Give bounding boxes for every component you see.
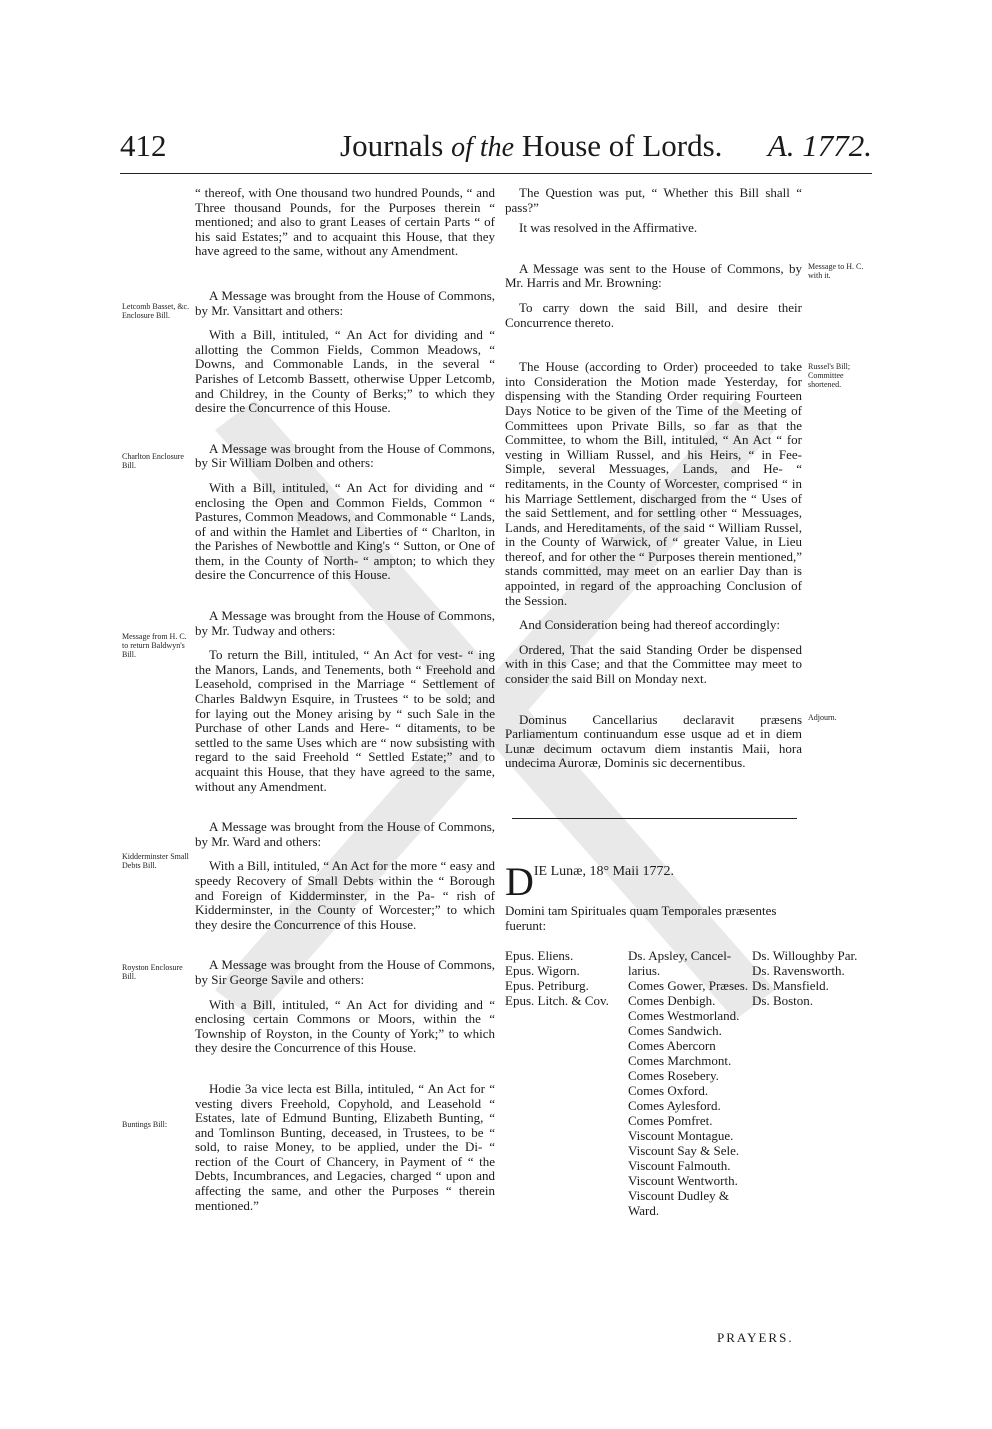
paragraph-letcomb-message: A Message was brought from the House of Commons, by Mr. Vansittart and others: — [195, 287, 495, 318]
paragraph-carry-down: To carry down the said Bill, and desire their Concurrence thereto. — [505, 299, 802, 330]
paragraph-kidderminster-message: A Message was brought from the House of Commons, by Mr. Ward and others: — [195, 819, 495, 849]
margin-note-charlton: Charlton Enclosure Bill. — [122, 452, 184, 470]
journal-title: Journals of the House of Lords. — [340, 128, 723, 163]
attendance-entry: Ward. — [628, 1203, 660, 1218]
attendance-entry: Comes Denbigh. — [628, 993, 716, 1008]
paragraph-charlton-bill: With a Bill, intituled, “ An Act for dividing and “ enclosing the Open and Common Fields, Common “ Pastures, Common Meadows, and Commonable “ Lands, of and within the Hamlet and Liberties of “ Charlton, in the Parishes of Newbottle and King's “ Sutton, or One of them, in the County of North- “ ampton; to which they desire the Concurrence of this House. — [195, 479, 495, 583]
margin-note-buntings: Buntings Bill: — [122, 1120, 168, 1129]
attendance-entry: Viscount Montague. — [628, 1128, 734, 1143]
attendance-entry: Comes Westmorland. — [628, 1008, 740, 1023]
day-heading: DIE Lunæ, 18° Maii 1772. — [505, 859, 675, 904]
attendance-entry: Ds. Boston. — [752, 993, 814, 1008]
attendance-peers — [628, 948, 748, 1218]
paragraph-kidderminster-bill: With a Bill, intituled, “ An Act for the more “ easy and speedy Recovery of Small Debts within the “ Borough and Foreign of Kidderminster, in the Pa- “ rish of Kidderminster, in the County of Worcester;” to which they desire the Concurrence of this House. — [195, 858, 495, 932]
paragraph-resolved: It was resolved in the Affirmative. — [519, 220, 698, 236]
attendance-barons — [752, 948, 857, 1008]
year-label: A. 1772. — [767, 128, 872, 163]
attendance-entry: Viscount Say & Sele. — [628, 1143, 740, 1158]
paragraph-dominus: Dominus Cancellarius declaravit præsens Parliamentum continuandum esse usque ad et in diem Lunæ decimum octavum diem instantis Maii, hora undecima Auroræ, Dominis sic decernentibus. — [505, 711, 802, 771]
paragraph-royston-message: A Message was brought from the House of Commons, by Sir George Savile and others: — [195, 957, 495, 987]
margin-note-baldwyn: Message from H. C. to return Baldwyn's Bill. — [122, 632, 187, 659]
page-number: 412 — [120, 128, 167, 163]
attendance-entry: Comes Marchmont. — [628, 1053, 732, 1068]
margin-note-letcomb: Letcomb Basset, &c. Enclosure Bill. — [122, 302, 190, 320]
attendance-entry: Comes Pomfret. — [628, 1113, 713, 1128]
attendance-entry: Comes Abercorn — [628, 1038, 716, 1053]
drop-cap: D — [505, 859, 534, 904]
attendance-entry: Epus. Litch. & Cov. — [505, 993, 609, 1008]
left-column — [195, 186, 495, 1213]
margin-note-russel: Russel's Bill; Committee shortened. — [808, 362, 851, 389]
attendance-entry: Ds. Willoughby Par. — [752, 948, 858, 963]
domini-heading: Domini tam Spirituales quam Temporales præsentes fuerunt: — [505, 903, 777, 933]
attendance-bishops — [505, 948, 609, 1008]
margin-note-adjourn: Adjourn. — [808, 713, 837, 722]
attendance-entry: Ds. Apsley, Cancel- — [628, 948, 732, 963]
attendance-entry: larius. — [628, 963, 661, 978]
attendance-entry: Viscount Falmouth. — [628, 1158, 731, 1173]
paragraph-question: The Question was put, “ Whether this Bill shall “ pass?” — [505, 185, 802, 215]
paragraph-royston-bill: With a Bill, intituled, “ An Act for dividing and “ enclosing certain Commons or Moors, within the “ Township of Royston, in the County of York;” to which they desire the Concurrence of this House. — [195, 996, 495, 1056]
catchword: PRAYERS. — [717, 1330, 794, 1345]
paragraph-continuation: “ thereof, with One thousand two hundred Pounds, “ and Three thousand Pounds, for the Purposes therein “ mentioned; and also to grant Leases of certain Parts “ of his said Estates;” and to acquaint this House, that they have agreed to the same, without any Amendment. — [195, 185, 495, 259]
attendance-entry: Epus. Petriburg. — [505, 978, 589, 993]
paragraph-ordered: Ordered, That the said Standing Order be dispensed with in this Case; and that the Committee may meet to consider the said Bill on Monday next. — [505, 641, 802, 687]
margin-note-royston: Royston Enclosure Bill. — [122, 963, 183, 981]
attendance-entry: Epus. Wigorn. — [505, 963, 580, 978]
paragraph-russel: The House (according to Order) proceeded to take into Consideration the Motion made Yesterday, for dispensing with the Standing Order requiring Fourteen Days Notice to be given of the Time of the Meeting of Committees upon Private Bills, so far as that the Committee, to whom the Bill, intituled, “ An Act “ for vesting in William Russel, and his Heirs, “ in Fee-Simple, several Messuages, Lands, and He- “ reditaments, in the County of Worcester, comprised “ in his Marriage Settlement, discharged from the “ Uses of the said Settlement, and for settling other “ Messuages, Lands, and Hereditaments, of the said “ William Russel, in the County of Warwick, of “ greater Value, in Lieu thereof, and for other the “ Purposes therein mentioned,” stands committed, may meet on an earlier Day than is appointed, in regard of the approaching Conclusion of the Session. — [505, 359, 802, 608]
attendance-entry: Viscount Dudley & — [628, 1188, 730, 1203]
section-rule — [512, 818, 797, 819]
header-rule — [120, 173, 872, 174]
attendance-entry: Viscount Wentworth. — [628, 1173, 738, 1188]
margin-note-kidderminster: Kidderminster Small Debts Bill. — [122, 852, 189, 870]
attendance-entry: Ds. Ravensworth. — [752, 963, 845, 978]
attendance-entry: Comes Gower, Præses. — [628, 978, 749, 993]
attendance-entry: Comes Oxford. — [628, 1083, 709, 1098]
attendance-entry: Comes Sandwich. — [628, 1023, 722, 1038]
paragraph-buntings-bill: Hodie 3a vice lecta est Billa, intituled, “ An Act for “ vesting divers Freehold, Copyhold, and Leasehold “ Estates, late of Edmund Bunting, Elizabeth Bunting, “ and Tomlinson Bunting, deceased, in Trustees, to be “ sold, to raise Money, to be applied, under the Di- “ rection of the Court of Chancery, in Payment of “ the Debts, Incumbrances, and Legacies, charged “ upon and affecting the same, and other the Purposes “ therein mentioned.” — [195, 1080, 495, 1213]
paragraph-baldwyn-bill: To return the Bill, intituled, “ An Act for vest- “ ing the Manors, Lands, and Tenements, both “ Freehold and Leasehold, comprised in the Marriage “ Settlement of Charles Baldwyn Esquire, in Trustees “ to be sold; and for laying out the Money arising by “ such Sale in the Purchase of other Lands and Here- “ ditaments, to be settled to the same Uses which are “ now subsisting with regard to the said Freehold “ Settled Estate;” and to acquaint this House, that they have agreed to the same, without any Amendment. — [195, 647, 495, 794]
attendance-entry: Ds. Mansfield. — [752, 978, 829, 993]
page-header — [120, 128, 872, 168]
paragraph-charlton-message: A Message was brought from the House of Commons, by Sir William Dolben and others: — [195, 440, 495, 471]
paragraph-baldwyn-message: A Message was brought from the House of Commons, by Mr. Tudway and others: — [195, 608, 495, 638]
margin-note-message-hc: Message to H. C. with it. — [808, 262, 864, 280]
right-column — [505, 186, 802, 771]
paragraph-consideration: And Consideration being had thereof accordingly: — [519, 617, 781, 633]
attendance-entry: Comes Rosebery. — [628, 1068, 719, 1083]
attendance-entry: Comes Aylesford. — [628, 1098, 721, 1113]
attendance-entry: Epus. Eliens. — [505, 948, 574, 963]
paragraph-letcomb-bill: With a Bill, intituled, “ An Act for dividing and “ allotting the Common Fields, Common Meadows, “ Downs, and Commonable Lands, in the several “ Parishes of Letcomb Bassett, otherwise Upper Letcomb, and Childrey, in the County of Berks;” to which they desire the Concurrence of this House. — [195, 327, 495, 416]
paragraph-message-sent: A Message was sent to the House of Commons, by Mr. Harris and Mr. Browning: — [505, 260, 802, 291]
